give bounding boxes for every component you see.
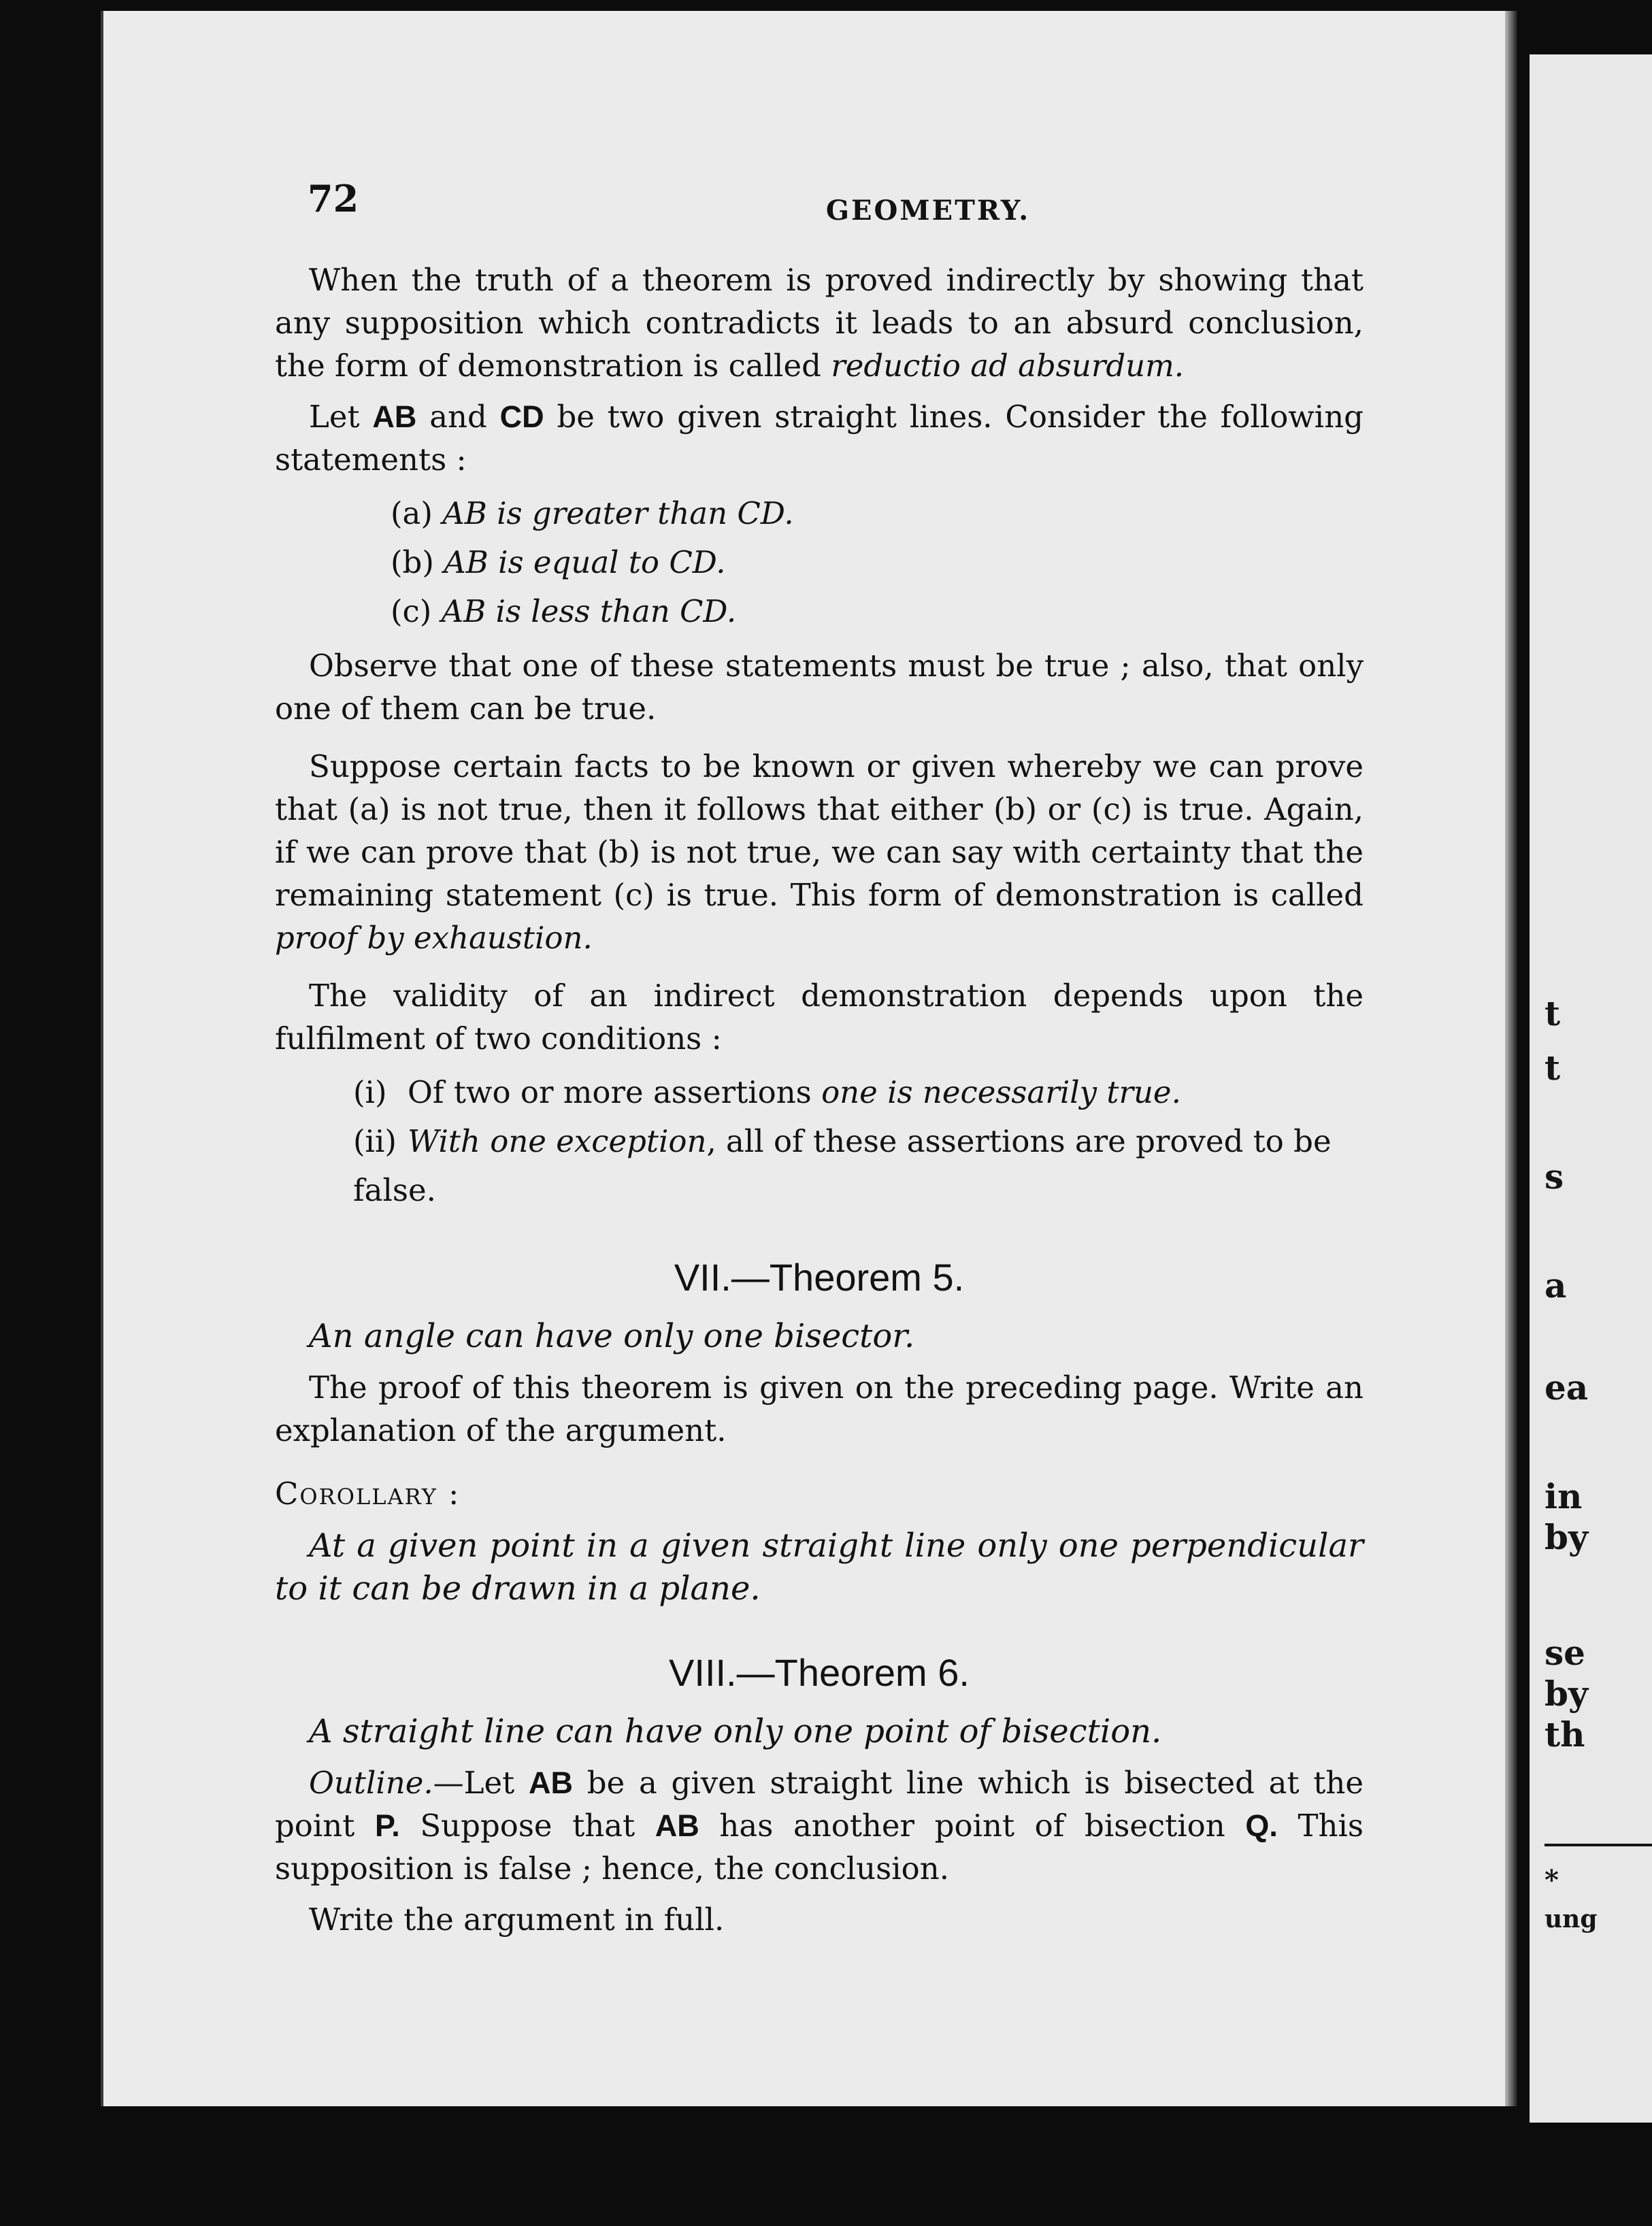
- outline-text: —Let: [433, 1765, 529, 1801]
- paragraph-validity: The validity of an indirect demonstration depends upon the fulfilment of two conditions :: [275, 978, 1364, 1057]
- fragment-text: by: [1544, 1674, 1589, 1714]
- fragment-text: by: [1544, 1517, 1589, 1557]
- fragment-text: t: [1544, 1048, 1561, 1088]
- running-head: GEOMETRY.: [825, 195, 1031, 227]
- corollary-label: Corollary :: [275, 1476, 461, 1512]
- condition-text: , all of these assertions are proved to be false.: [353, 1123, 1332, 1208]
- paragraph-text: be two given straight lines. Consider the following statements :: [275, 399, 1364, 478]
- paragraph-suppose: [275, 745, 1364, 959]
- theorem-6-title: VIII.—Theorem 6.: [669, 1651, 970, 1694]
- condition-label: (i): [353, 1074, 387, 1110]
- condition-emphasis: With one exception: [408, 1123, 707, 1159]
- condition-item: [353, 1117, 1364, 1215]
- line-label-cd: CD: [499, 399, 544, 434]
- point-label-q: Q.: [1245, 1808, 1278, 1843]
- paragraph-observe: Observe that one of these statements must be true ; also, that only one of them can be true.: [275, 648, 1364, 727]
- paragraph-text: Suppose certain facts to be known or given whereby we can prove that (a) is not true, then it follows that either (b) or (c) is true. Again, if we can prove that (b) is not true, we can say with certainty that the remaining statement (c) is true. This form of demonstration is called: [275, 748, 1364, 913]
- statement-item: [391, 489, 1364, 538]
- condition-emphasis: one is necessarily true.: [821, 1074, 1181, 1110]
- paragraph-text: and: [416, 399, 500, 435]
- corollary-text: At a given point in a given straight line only one perpendicular to it can be drawn in a plane.: [275, 1527, 1364, 1608]
- fragment-text: t: [1544, 993, 1561, 1033]
- paragraph-text: Let: [309, 399, 373, 435]
- facing-page-edge: [1530, 54, 1652, 2123]
- term-exhaustion: proof by exhaustion.: [275, 920, 593, 956]
- outline-text: Suppose that: [399, 1808, 655, 1844]
- statement-label: (a): [391, 495, 433, 531]
- statement-text: AB is equal to CD.: [444, 544, 726, 580]
- page-number: 72: [308, 177, 359, 220]
- fragment-text: ung: [1544, 1905, 1598, 1933]
- theorem-6-outline: [275, 1761, 1364, 1890]
- condition-text: Of two or more assertions: [408, 1074, 822, 1110]
- theorem-5-body: The proof of this theorem is given on the preceding page. Write an explanation of the argument.: [275, 1369, 1364, 1448]
- outline-text: be a given straight line which is bisected at the point: [275, 1765, 1364, 1844]
- fragment-text: ea: [1544, 1367, 1589, 1408]
- line-label-ab: AB: [655, 1808, 699, 1843]
- outline-text: has another point of bisection: [699, 1808, 1246, 1844]
- footnote-rule: [1544, 1844, 1652, 1846]
- closing-instruction: Write the argument in full.: [309, 1901, 725, 1938]
- statement-item: [391, 587, 1364, 636]
- condition-list: [275, 1068, 1364, 1215]
- fragment-text: in: [1544, 1476, 1583, 1516]
- paragraph-text: When the truth of a theorem is proved indirectly by showing that any supposition which contradicts it leads to an absurd conclusion, the form of demonstration is called: [275, 262, 1364, 384]
- statement-label: (c): [391, 593, 432, 629]
- statement-item: [391, 538, 1364, 587]
- fragment-text: a: [1544, 1265, 1567, 1306]
- theorem-5-title: VII.—Theorem 5.: [674, 1256, 965, 1299]
- statement-text: AB is less than CD.: [441, 593, 737, 629]
- paragraph-given-lines: [275, 395, 1364, 481]
- condition-item: [353, 1068, 1364, 1117]
- line-label-ab: AB: [529, 1765, 574, 1800]
- term-reductio: reductio ad absurdum.: [831, 348, 1185, 384]
- statement-list: [275, 489, 1364, 636]
- book-page: [101, 11, 1512, 2106]
- fragment-text: *: [1544, 1864, 1559, 1896]
- body-text: [275, 259, 1364, 1941]
- theorem-6-enunciation: A straight line can have only one point of bisection.: [309, 1712, 1162, 1750]
- page-header: [207, 170, 1364, 225]
- theorem-5-enunciation: An angle can have only one bisector.: [309, 1317, 915, 1355]
- outline-text: This supposition is false ; hence, the conclusion.: [275, 1808, 1364, 1887]
- paragraph-reductio: [275, 259, 1364, 387]
- point-label-p: P.: [374, 1808, 400, 1843]
- fragment-text: th: [1544, 1714, 1585, 1755]
- fragment-text: s: [1544, 1157, 1564, 1197]
- statement-text: AB is greater than CD.: [442, 495, 794, 531]
- line-label-ab: AB: [372, 399, 417, 434]
- fragment-text: se: [1544, 1633, 1585, 1673]
- condition-label: (ii): [353, 1123, 397, 1159]
- outline-label: Outline.: [309, 1765, 433, 1801]
- statement-label: (b): [391, 544, 434, 580]
